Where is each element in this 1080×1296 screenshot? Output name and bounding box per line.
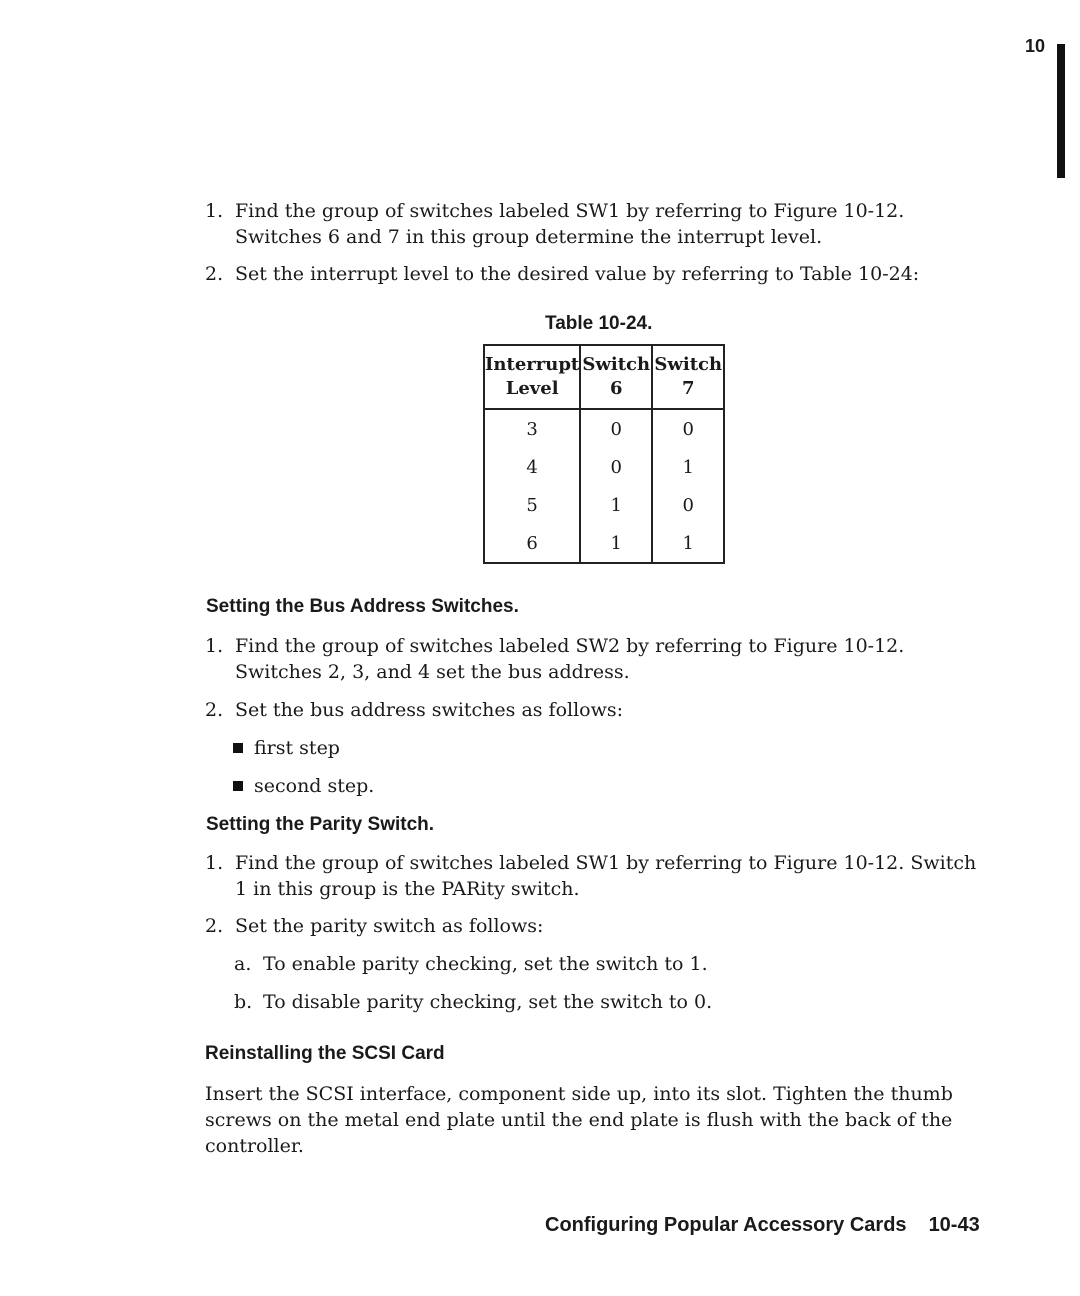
table-cell: 5 (526, 494, 538, 516)
section-heading-parity: Setting the Parity Switch. (206, 814, 435, 835)
step-number: 1. (205, 852, 224, 874)
step-text: Find the group of switches labeled SW2 by referring to Figure 10-12. Switches 2, 3, and 4 set the bus address. (235, 635, 905, 683)
table-cell: 1 (652, 524, 724, 563)
chapter-number: 10 (1025, 36, 1046, 56)
chapter-tab-bar (1057, 44, 1065, 178)
reinstall-paragraph: Insert the SCSI interface, component side up, into its slot. Tighten the thumb screws on the metal end plate until the end plate is flush with the back of the controller. (205, 1083, 953, 1157)
header-line: Switch (654, 354, 723, 375)
table-cell: 4 (526, 456, 538, 478)
table-header-row (484, 345, 724, 409)
header-switch-6 (580, 345, 652, 409)
table-cell: 3 (526, 418, 538, 440)
step-text: Find the group of switches labeled SW1 by referring to Figure 10-12. Switches 6 and 7 in this group determine the interrupt level. (235, 200, 905, 248)
step-number: 1. (205, 200, 224, 222)
table-cell: 1 (652, 448, 724, 486)
step-number: 2. (205, 263, 224, 285)
page-number: 10-43 (928, 1214, 980, 1236)
step-text: Set the bus address switches as follows: (235, 699, 624, 721)
header-line: Switch (582, 354, 651, 375)
bullet-text: first step (254, 737, 340, 759)
section-heading-bus-address: Setting the Bus Address Switches. (206, 596, 519, 617)
substep-text: To disable parity checking, set the switch to 0. (263, 991, 713, 1013)
section-heading-reinstall: Reinstalling the SCSI Card (205, 1043, 445, 1064)
interrupt-level-table (483, 344, 725, 564)
table-row (484, 448, 724, 486)
table-cell: 1 (580, 524, 652, 563)
table-cell: 0 (580, 409, 652, 448)
step-text: Set the parity switch as follows: (235, 915, 544, 937)
header-line: 7 (681, 378, 695, 399)
page-footer (545, 1214, 980, 1237)
substep-letter: a. (234, 953, 252, 975)
bullet-square-icon (233, 743, 243, 753)
step-number: 1. (205, 635, 224, 657)
table-row (484, 486, 724, 524)
header-line: 6 (609, 378, 623, 399)
table-cell: 0 (652, 409, 724, 448)
substep-letter: b. (234, 991, 253, 1013)
step-text: Set the interrupt level to the desired value by referring to Table 10-24: (235, 263, 920, 285)
header-line: Interrupt (485, 354, 580, 375)
table-row (484, 524, 724, 563)
header-switch-7 (652, 345, 724, 409)
table-cell: 0 (652, 486, 724, 524)
substep-text: To enable parity checking, set the switch to 1. (263, 953, 708, 975)
bullet-square-icon (233, 781, 243, 791)
table-cell: 1 (580, 486, 652, 524)
step-text: Find the group of switches labeled SW1 by referring to Figure 10-12. Switch 1 in this group is the PARity switch. (235, 852, 977, 900)
table-caption: Table 10-24. (545, 313, 653, 334)
table-row (484, 409, 724, 448)
header-line: Level (505, 378, 559, 399)
step-number: 2. (205, 915, 224, 937)
step-number: 2. (205, 699, 224, 721)
header-interrupt-level (484, 345, 580, 409)
bullet-text: second step. (254, 775, 375, 797)
footer-title: Configuring Popular Accessory Cards (545, 1214, 907, 1236)
table-cell: 6 (526, 532, 538, 554)
table-cell: 0 (580, 448, 652, 486)
